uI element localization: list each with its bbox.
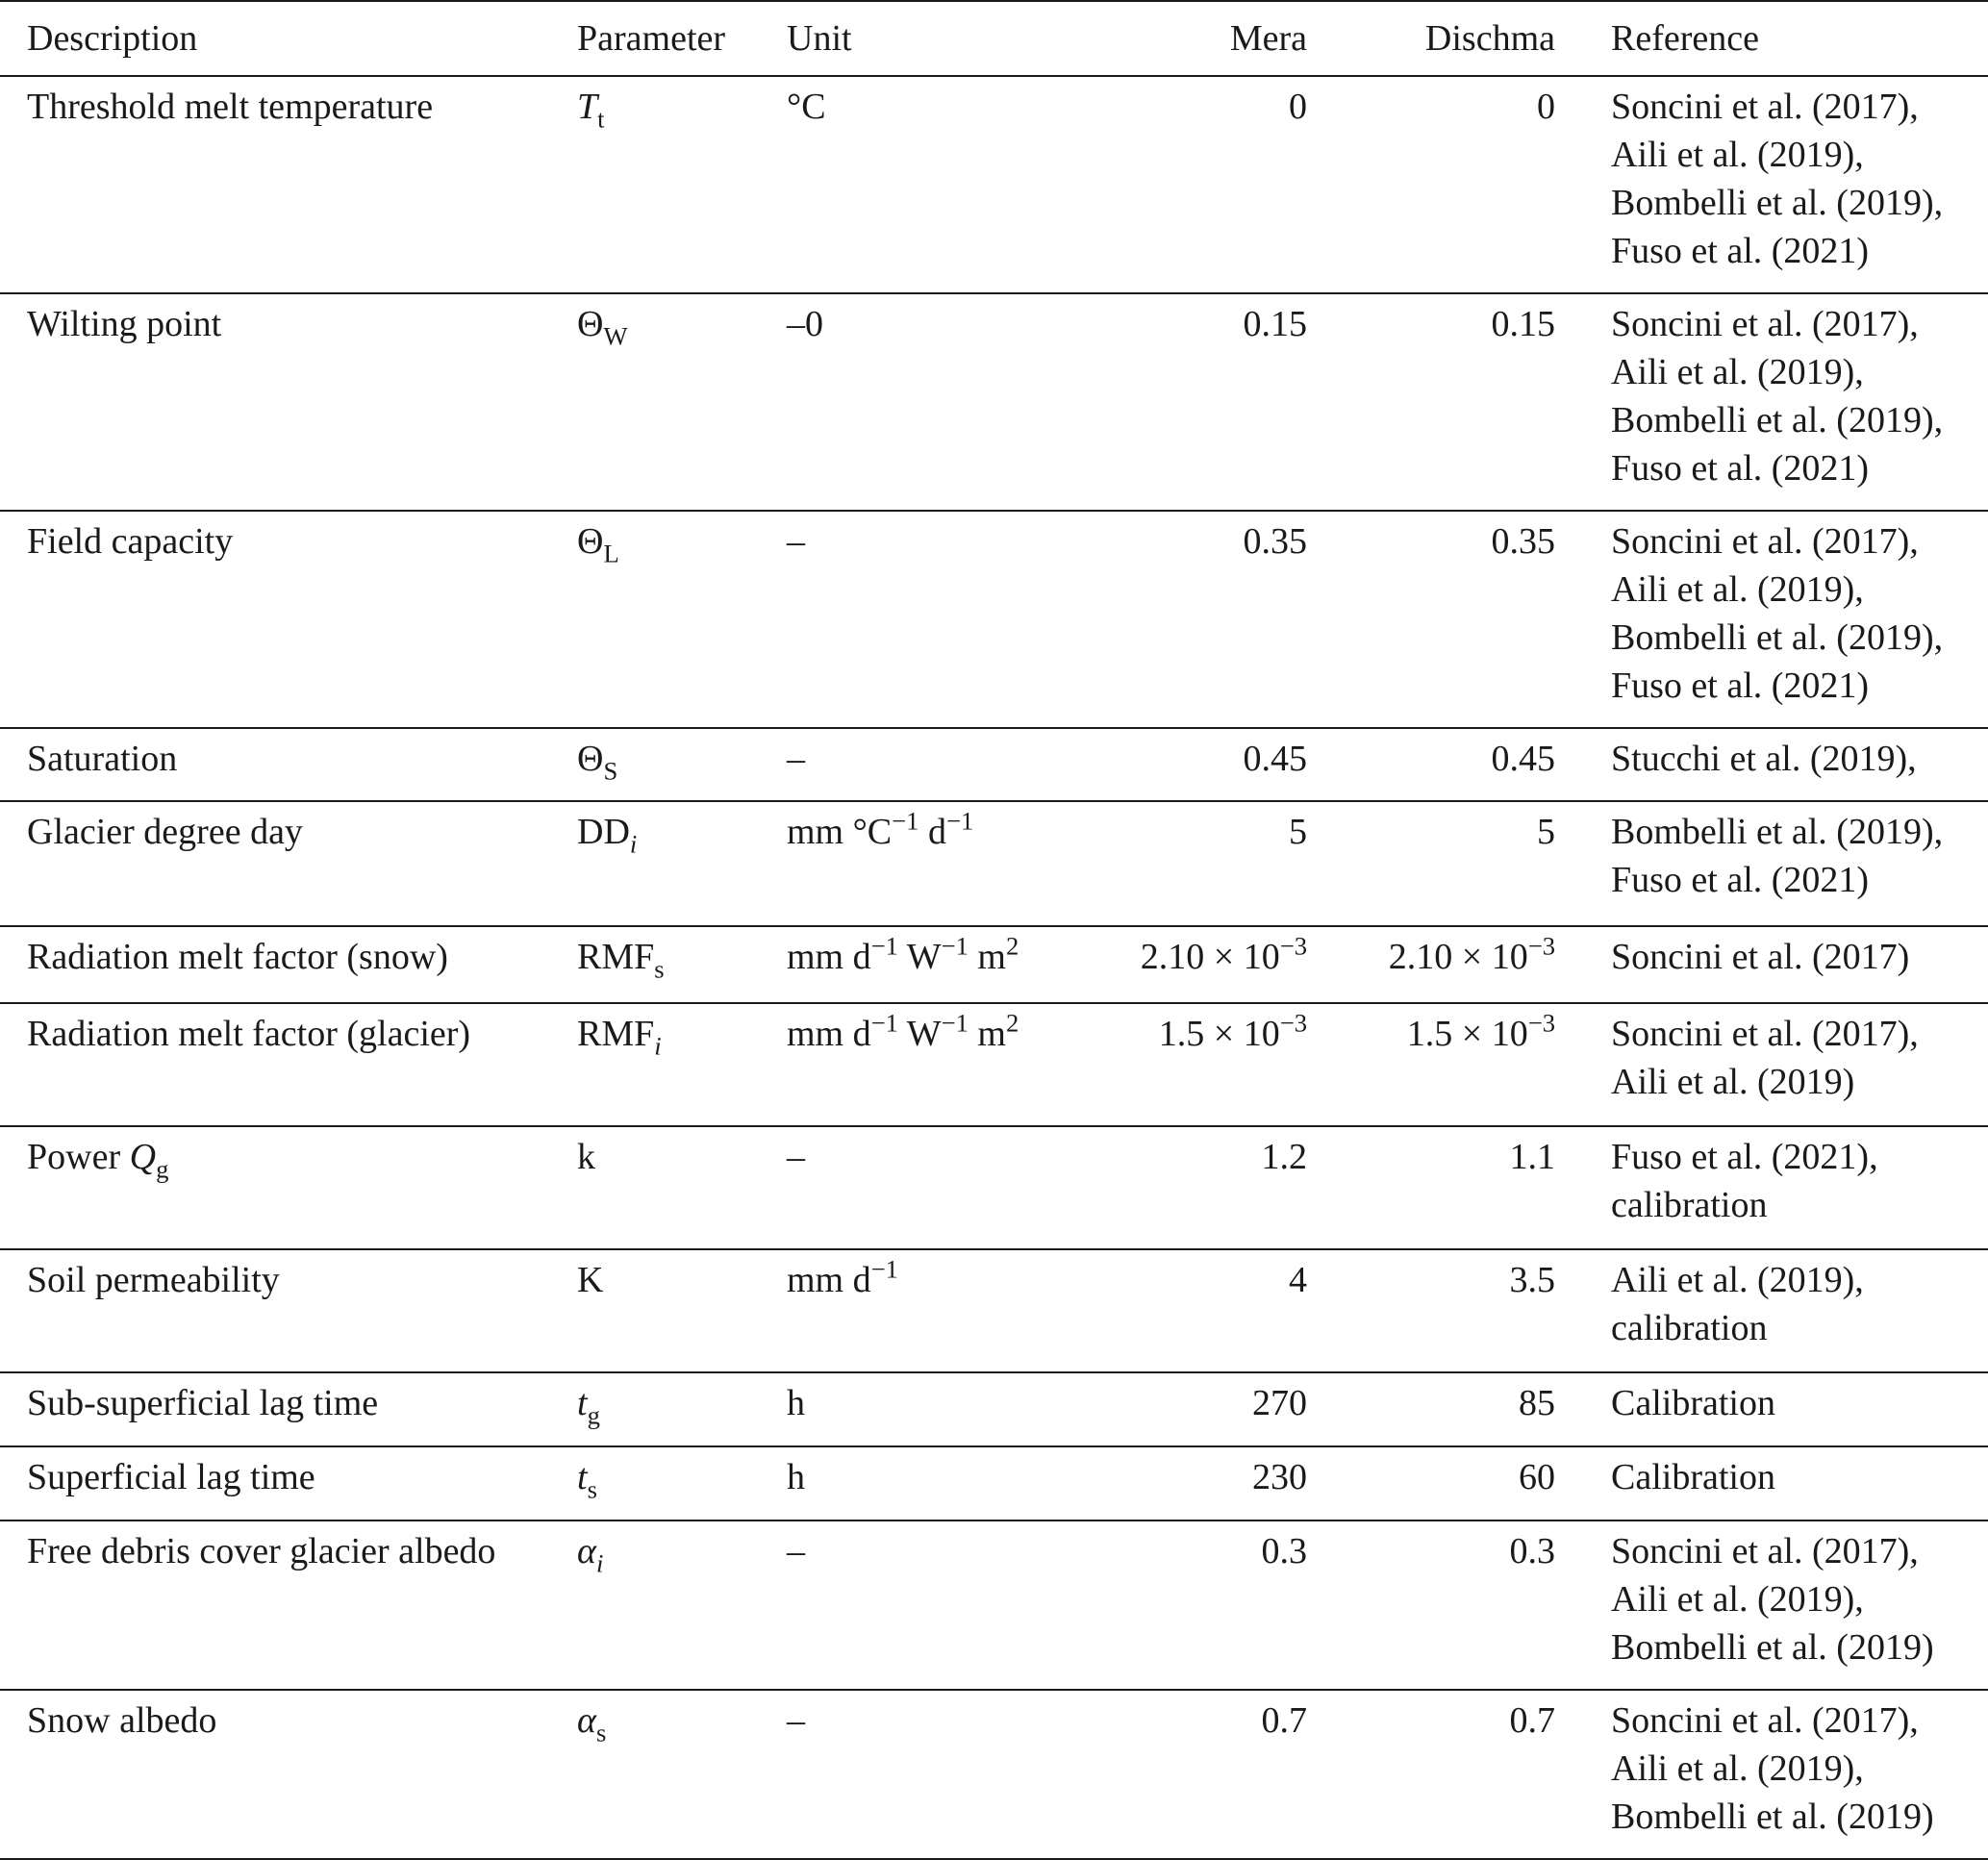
cell-description — [0, 1446, 577, 1521]
dischma-exponent: −3 — [1527, 931, 1555, 961]
description-text: Snow albedo — [27, 1700, 217, 1741]
reference-line: Fuso et al. (2021) — [1611, 231, 1870, 271]
parameter-subscript: s — [587, 1474, 597, 1504]
parameter-symbol: K — [577, 1260, 604, 1300]
cell-dischma — [1311, 728, 1559, 801]
parameter-symbol: k — [577, 1137, 595, 1177]
cell-parameter — [577, 511, 787, 728]
table-row — [0, 1521, 1988, 1690]
cell-unit — [787, 1446, 1114, 1521]
description-text: Field capacity — [27, 521, 234, 562]
parameter-subscript: g — [587, 1400, 600, 1430]
cell-reference — [1559, 1372, 1988, 1446]
dischma-value: 1.1 — [1509, 1137, 1555, 1177]
parameter-symbol: α — [577, 1531, 596, 1571]
cell-description — [0, 728, 577, 801]
cell-description — [0, 76, 577, 293]
cell-unit — [787, 1249, 1114, 1372]
unit-text: mm d — [787, 937, 871, 977]
cell-parameter — [577, 293, 787, 511]
cell-dischma — [1311, 1249, 1559, 1372]
table-header — [0, 1, 1988, 76]
unit-text: W — [897, 937, 942, 977]
header-row — [0, 1, 1988, 76]
description-text: Glacier degree day — [27, 812, 303, 852]
cell-mera — [1114, 1446, 1311, 1521]
mera-value: 0.15 — [1243, 304, 1307, 344]
cell-reference — [1559, 1003, 1988, 1126]
cell-description — [0, 1521, 577, 1690]
reference-line: Calibration — [1611, 1383, 1775, 1423]
table-row — [0, 1126, 1988, 1249]
cell-description — [0, 1690, 577, 1859]
header-reference: Reference — [1559, 1, 1988, 76]
reference-line: calibration — [1611, 1308, 1768, 1348]
parameter-subscript: L — [603, 539, 619, 568]
cell-mera — [1114, 1372, 1311, 1446]
reference-line: Soncini et al. (2017), — [1611, 521, 1919, 562]
cell-parameter — [577, 1521, 787, 1690]
reference-line: Stucchi et al. (2019), — [1611, 739, 1917, 779]
description-text: Wilting point — [27, 304, 222, 344]
dischma-value: 0.15 — [1491, 304, 1555, 344]
parameter-subscript: t — [597, 104, 605, 134]
cell-dischma — [1311, 1690, 1559, 1859]
cell-mera — [1114, 1521, 1311, 1690]
parameter-subscript: W — [603, 321, 628, 351]
cell-reference — [1559, 1521, 1988, 1690]
unit-exponent: −1 — [870, 1254, 898, 1284]
header-mera: Mera — [1114, 1, 1311, 76]
unit-text: m — [968, 937, 1006, 977]
cell-description — [0, 801, 577, 926]
description-text: Radiation melt factor (snow) — [27, 937, 448, 977]
cell-dischma — [1311, 1126, 1559, 1249]
cell-parameter — [577, 926, 787, 1003]
unit-text: mm °C — [787, 812, 893, 852]
unit-text: mm d — [787, 1260, 871, 1300]
reference-line: Aili et al. (2019), — [1611, 1748, 1864, 1789]
reference-line: Aili et al. (2019), — [1611, 352, 1864, 392]
parameter-subscript: i — [595, 1548, 604, 1578]
reference-line: Bombelli et al. (2019), — [1611, 400, 1944, 440]
reference-line: Bombelli et al. (2019), — [1611, 812, 1944, 852]
cell-unit — [787, 1126, 1114, 1249]
unit-exponent: 2 — [1005, 1008, 1019, 1038]
parameter-subscript: S — [603, 756, 618, 786]
unit-text: – — [787, 739, 805, 779]
parameter-symbol: RMF — [577, 1014, 655, 1054]
mera-value: 4 — [1289, 1260, 1307, 1300]
reference-line: Aili et al. (2019), — [1611, 1260, 1864, 1300]
reference-line: Soncini et al. (2017) — [1611, 937, 1910, 977]
mera-value: 0.7 — [1261, 1700, 1307, 1741]
cell-parameter — [577, 1249, 787, 1372]
description-math-sub: g — [156, 1154, 169, 1184]
table-row — [0, 511, 1988, 728]
cell-unit — [787, 1372, 1114, 1446]
mera-value: 0 — [1289, 87, 1307, 127]
dischma-value: 3.5 — [1509, 1260, 1555, 1300]
description-text: Power — [27, 1137, 130, 1177]
reference-line: Soncini et al. (2017), — [1611, 87, 1919, 127]
description-text: Superficial lag time — [27, 1457, 315, 1497]
cell-description — [0, 511, 577, 728]
cell-description — [0, 293, 577, 511]
header-dischma: Dischma — [1311, 1, 1559, 76]
dischma-value: 2.10 × 10 — [1388, 937, 1528, 977]
cell-mera — [1114, 1126, 1311, 1249]
reference-line: Aili et al. (2019), — [1611, 135, 1864, 175]
description-text: Threshold melt temperature — [27, 87, 434, 127]
cell-dischma — [1311, 1372, 1559, 1446]
unit-exponent: −1 — [945, 806, 974, 836]
parameter-subscript: i — [654, 1031, 662, 1061]
unit-exponent: −1 — [941, 1008, 969, 1038]
cell-reference — [1559, 728, 1988, 801]
reference-line: Bombelli et al. (2019) — [1611, 1627, 1934, 1668]
reference-line: Bombelli et al. (2019) — [1611, 1797, 1934, 1837]
table-row — [0, 293, 1988, 511]
cell-unit — [787, 511, 1114, 728]
reference-line: Soncini et al. (2017), — [1611, 1531, 1919, 1571]
cell-description — [0, 1372, 577, 1446]
cell-dischma — [1311, 1446, 1559, 1521]
cell-dischma — [1311, 293, 1559, 511]
reference-line: Fuso et al. (2021) — [1611, 448, 1870, 489]
cell-description — [0, 1126, 577, 1249]
cell-unit — [787, 76, 1114, 293]
unit-exponent: 2 — [1005, 931, 1019, 961]
reference-line: Aili et al. (2019) — [1611, 1062, 1855, 1102]
cell-unit — [787, 1690, 1114, 1859]
unit-text: – — [787, 1531, 805, 1571]
cell-mera — [1114, 76, 1311, 293]
table-row — [0, 926, 1988, 1003]
cell-mera — [1114, 728, 1311, 801]
unit-exponent: −1 — [941, 931, 969, 961]
reference-line: calibration — [1611, 1185, 1768, 1225]
table-row — [0, 1446, 1988, 1521]
cell-description — [0, 1249, 577, 1372]
dischma-value: 0.7 — [1509, 1700, 1555, 1741]
dischma-value: 5 — [1537, 812, 1555, 852]
parameter-symbol: t — [577, 1457, 588, 1497]
header-description: Description — [0, 1, 577, 76]
mera-value: 1.2 — [1261, 1137, 1307, 1177]
table-row — [0, 1372, 1988, 1446]
parameter-symbol: T — [577, 87, 598, 127]
parameter-symbol: α — [577, 1700, 596, 1741]
dischma-value: 0.45 — [1491, 739, 1555, 779]
cell-dischma — [1311, 1521, 1559, 1690]
cell-reference — [1559, 1126, 1988, 1249]
cell-unit — [787, 728, 1114, 801]
mera-value: 0.35 — [1243, 521, 1307, 562]
parameter-subscript: s — [654, 954, 665, 984]
cell-reference — [1559, 1446, 1988, 1521]
table-row — [0, 801, 1988, 926]
cell-mera — [1114, 801, 1311, 926]
table-row — [0, 76, 1988, 293]
dischma-value: 0.35 — [1491, 521, 1555, 562]
cell-parameter — [577, 728, 787, 801]
unit-exponent: −1 — [870, 931, 898, 961]
cell-parameter — [577, 1446, 787, 1521]
dischma-value: 60 — [1519, 1457, 1555, 1497]
cell-parameter — [577, 1003, 787, 1126]
cell-unit — [787, 926, 1114, 1003]
unit-text: mm d — [787, 1014, 871, 1054]
mera-value: 0.3 — [1261, 1531, 1307, 1571]
unit-text: m — [968, 1014, 1006, 1054]
unit-text: W — [897, 1014, 942, 1054]
mera-exponent: −3 — [1279, 1008, 1307, 1038]
unit-text: – — [787, 1700, 805, 1741]
unit-text: d — [919, 812, 946, 852]
reference-line: Fuso et al. (2021) — [1611, 860, 1870, 900]
cell-unit — [787, 801, 1114, 926]
cell-dischma — [1311, 926, 1559, 1003]
cell-description — [0, 926, 577, 1003]
parameter-symbol: Θ — [577, 304, 604, 344]
header-unit: Unit — [787, 1, 1114, 76]
table-row — [0, 728, 1988, 801]
unit-exponent: −1 — [870, 1008, 898, 1038]
reference-line: Bombelli et al. (2019), — [1611, 617, 1944, 658]
reference-line: Bombelli et al. (2019), — [1611, 183, 1944, 223]
parameter-subscript: i — [629, 829, 638, 859]
dischma-value: 0 — [1537, 87, 1555, 127]
parameter-symbol: RMF — [577, 937, 655, 977]
header-parameter: Parameter — [577, 1, 787, 76]
unit-text: – — [787, 521, 805, 562]
cell-reference — [1559, 1249, 1988, 1372]
cell-reference — [1559, 511, 1988, 728]
description-text: Saturation — [27, 739, 178, 779]
dischma-exponent: −3 — [1527, 1008, 1555, 1038]
mera-value: 0.45 — [1243, 739, 1307, 779]
reference-line: Calibration — [1611, 1457, 1775, 1497]
parameter-subscript: s — [595, 1718, 607, 1747]
parameter-symbol: Θ — [577, 521, 604, 562]
unit-exponent: −1 — [892, 806, 919, 836]
description-text: Free debris cover glacier albedo — [27, 1531, 496, 1571]
cell-mera — [1114, 511, 1311, 728]
description-text: Soil permeability — [27, 1260, 280, 1300]
cell-description — [0, 1003, 577, 1126]
cell-unit — [787, 1521, 1114, 1690]
reference-line: Aili et al. (2019), — [1611, 1579, 1864, 1620]
description-text: Sub-superficial lag time — [27, 1383, 379, 1423]
table-row — [0, 1249, 1988, 1372]
unit-text: °C — [787, 87, 826, 127]
reference-line: Soncini et al. (2017), — [1611, 304, 1919, 344]
cell-unit — [787, 293, 1114, 511]
cell-mera — [1114, 1690, 1311, 1859]
dischma-value: 1.5 × 10 — [1406, 1014, 1528, 1054]
cell-unit — [787, 1003, 1114, 1126]
cell-dischma — [1311, 511, 1559, 728]
dischma-value: 85 — [1519, 1383, 1555, 1423]
cell-parameter — [577, 1126, 787, 1249]
reference-line: Fuso et al. (2021), — [1611, 1137, 1878, 1177]
reference-line: Soncini et al. (2017), — [1611, 1014, 1919, 1054]
mera-value: 2.10 × 10 — [1140, 937, 1280, 977]
reference-line: Aili et al. (2019), — [1611, 569, 1864, 610]
cell-reference — [1559, 1690, 1988, 1859]
description-text: Radiation melt factor (glacier) — [27, 1014, 471, 1054]
table-row — [0, 1003, 1988, 1126]
cell-mera — [1114, 293, 1311, 511]
cell-reference — [1559, 293, 1988, 511]
unit-text: h — [787, 1457, 805, 1497]
cell-reference — [1559, 76, 1988, 293]
description-math-base: Q — [129, 1137, 157, 1177]
cell-parameter — [577, 1372, 787, 1446]
cell-parameter — [577, 1690, 787, 1859]
mera-value: 230 — [1252, 1457, 1307, 1497]
cell-parameter — [577, 76, 787, 293]
cell-dischma — [1311, 801, 1559, 926]
unit-text: –0 — [787, 304, 823, 344]
dischma-value: 0.3 — [1509, 1531, 1555, 1571]
unit-text: h — [787, 1383, 805, 1423]
cell-dischma — [1311, 76, 1559, 293]
reference-line: Fuso et al. (2021) — [1611, 666, 1870, 706]
cell-mera — [1114, 926, 1311, 1003]
parameter-symbol: Θ — [577, 739, 604, 779]
cell-parameter — [577, 801, 787, 926]
parameter-symbol: t — [577, 1383, 588, 1423]
table-body — [0, 76, 1988, 1859]
reference-line: Soncini et al. (2017), — [1611, 1700, 1919, 1741]
cell-dischma — [1311, 1003, 1559, 1126]
mera-exponent: −3 — [1279, 931, 1307, 961]
mera-value: 5 — [1289, 812, 1307, 852]
cell-reference — [1559, 801, 1988, 926]
mera-value: 270 — [1252, 1383, 1307, 1423]
parameter-symbol: DD — [577, 812, 630, 852]
cell-reference — [1559, 926, 1988, 1003]
cell-mera — [1114, 1003, 1311, 1126]
unit-text: – — [787, 1137, 805, 1177]
cell-mera — [1114, 1249, 1311, 1372]
mera-value: 1.5 × 10 — [1158, 1014, 1280, 1054]
table-row — [0, 1690, 1988, 1859]
